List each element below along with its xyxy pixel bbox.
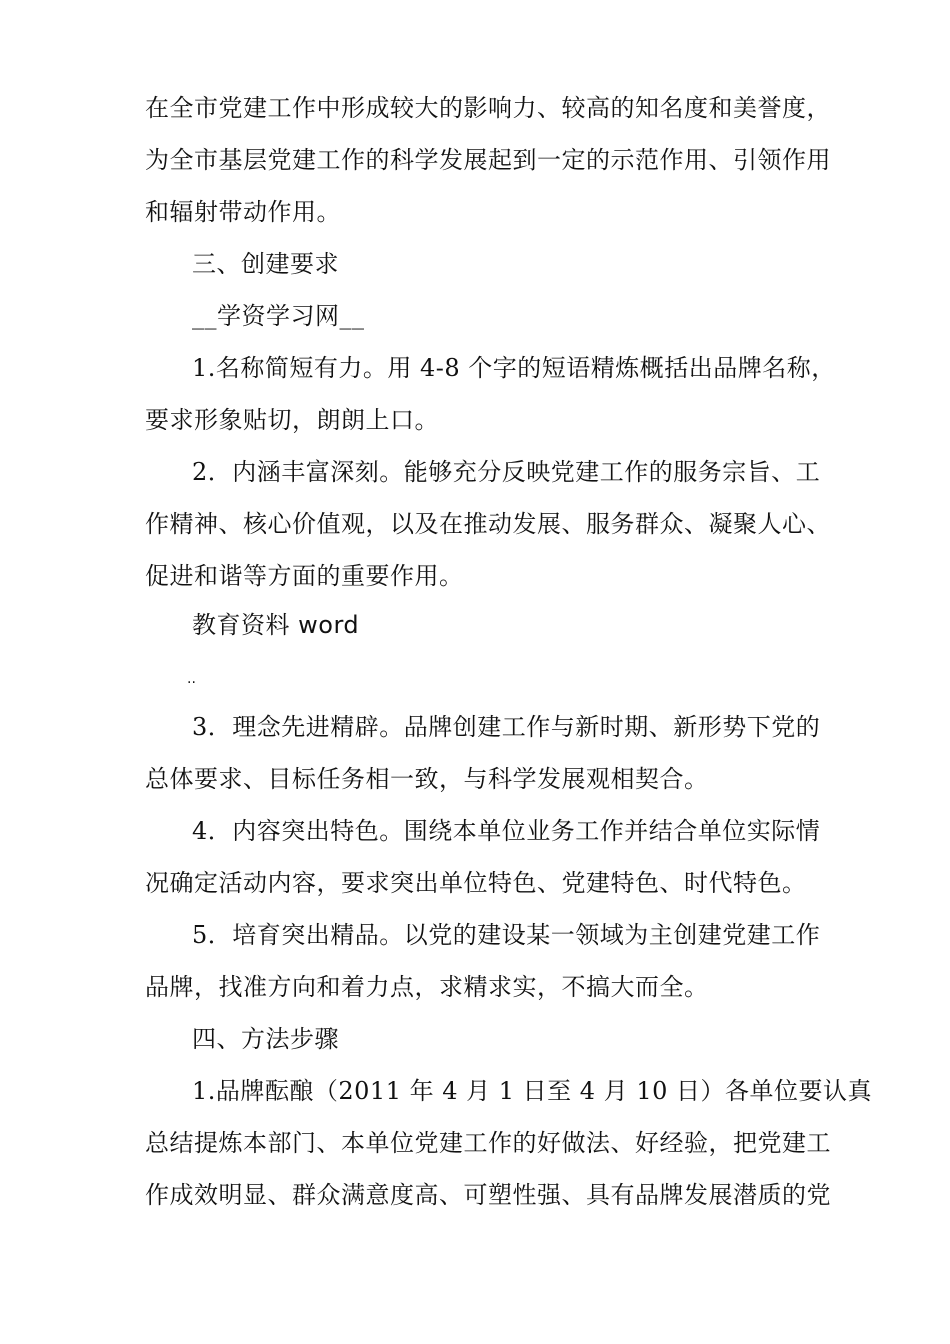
item-2-line-2: 作精神、核心价值观，以及在推动发展、服务群众、凝聚人心、 bbox=[145, 510, 831, 538]
footer-note: 教育资料 word bbox=[192, 611, 360, 639]
item-1-line-2: 要求形象贴切，朗朗上口。 bbox=[145, 406, 439, 434]
item-3-line-1: 3．理念先进精辟。品牌创建工作与新时期、新形势下党的 bbox=[192, 713, 821, 741]
item-2-line-3: 促进和谐等方面的重要作用。 bbox=[145, 562, 464, 590]
section-heading-4: 四、方法步骤 bbox=[192, 1025, 339, 1053]
item-4-line-1: 4．内容突出特色。围绕本单位业务工作并结合单位实际情 bbox=[192, 817, 821, 845]
dot-mark: .. bbox=[187, 671, 196, 687]
body-line-1: 在全市党建工作中形成较大的影响力、较高的知名度和美誉度， bbox=[145, 94, 831, 122]
step-1-line-1: 1.品牌酝酿（2011 年 4 月 1 日至 4 月 10 日）各单位要认真 bbox=[192, 1077, 872, 1105]
item-4-line-2: 况确定活动内容，要求突出单位特色、党建特色、时代特色。 bbox=[145, 869, 807, 897]
body-line-3: 和辐射带动作用。 bbox=[145, 198, 341, 226]
item-1-line-1: 1.名称简短有力。用 4-8 个字的短语精炼概括出品牌名称， bbox=[192, 354, 836, 382]
item-5-line-2: 品牌，找准方向和着力点，求精求实，不搞大而全。 bbox=[145, 973, 709, 1001]
body-line-2: 为全市基层党建工作的科学发展起到一定的示范作用、引领作用 bbox=[145, 146, 831, 174]
item-3-line-2: 总体要求、目标任务相一致，与科学发展观相契合。 bbox=[145, 765, 709, 793]
item-2-line-1: 2．内涵丰富深刻。能够充分反映党建工作的服务宗旨、工 bbox=[192, 458, 821, 486]
watermark-line: __学资学习网__ bbox=[192, 302, 365, 330]
item-5-line-1: 5．培育突出精品。以党的建设某一领域为主创建党建工作 bbox=[192, 921, 821, 949]
step-1-line-2: 总结提炼本部门、本单位党建工作的好做法、好经验，把党建工 bbox=[145, 1129, 831, 1157]
step-1-line-3: 作成效明显、群众满意度高、可塑性强、具有品牌发展潜质的党 bbox=[145, 1181, 831, 1209]
section-heading-3: 三、创建要求 bbox=[192, 250, 339, 278]
